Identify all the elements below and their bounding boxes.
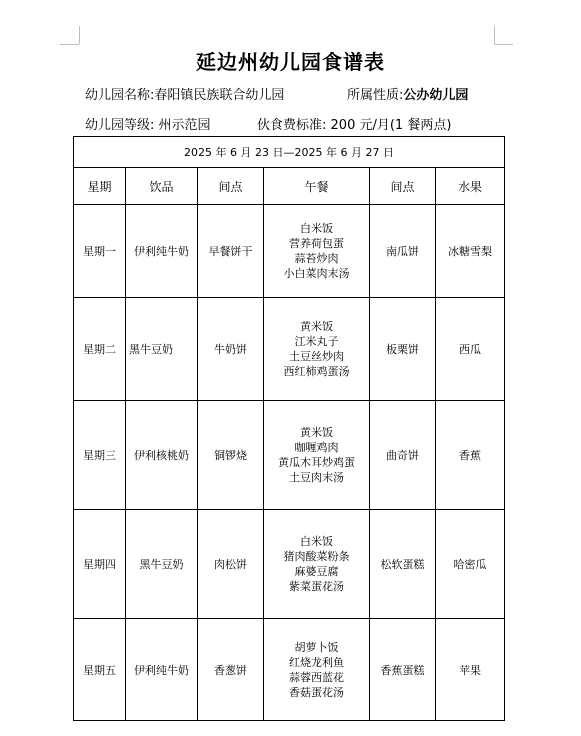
meal-fee-label: 伙食费标准:	[257, 118, 327, 133]
snack-1-cell: 铜锣烧	[198, 401, 264, 510]
lunch-item: 土豆丝炒肉	[289, 350, 344, 363]
lunch-item: 白米饭	[300, 535, 333, 548]
crop-mark-top-left	[60, 44, 79, 45]
snack-1-cell: 牛奶饼	[198, 298, 264, 401]
lunch-item: 江米丸子	[294, 335, 339, 348]
snack-1-cell: 肉松饼	[198, 510, 264, 619]
lunch-item: 红烧龙利鱼	[289, 655, 344, 669]
table-row	[74, 298, 505, 401]
weekday-cell: 星期五	[74, 619, 126, 721]
table-row	[74, 510, 505, 619]
crop-mark-top-left	[79, 26, 80, 44]
weekday-cell: 星期四	[74, 510, 126, 619]
table-row	[74, 205, 505, 298]
snack-2-cell: 香蕉蛋糕	[370, 619, 436, 721]
snack-2-cell: 板栗饼	[370, 298, 436, 401]
lunch-item: 蒜蓉西蓝花	[289, 670, 344, 684]
snack-2-cell: 南瓜饼	[370, 205, 436, 298]
lunch-item: 香菇蛋花汤	[289, 685, 344, 699]
kindergarten-nature-label: 所属性质:	[347, 88, 404, 103]
menu-table	[73, 136, 505, 721]
lunch-item: 麻婆豆腐	[294, 565, 339, 578]
kindergarten-nature-line	[347, 84, 468, 103]
meal-fee-line	[257, 114, 451, 133]
lunch-item: 猪肉酸菜粉条	[283, 550, 350, 563]
lunch-item: 紫菜蛋花汤	[289, 580, 344, 593]
drink-cell: 伊利核桃奶	[126, 401, 198, 510]
lunch-item: 黄米饭	[300, 426, 333, 439]
table-row	[74, 401, 505, 510]
kindergarten-grade-line	[85, 114, 211, 133]
drink-cell: 黑牛豆奶	[126, 510, 198, 619]
header-weekday: 星期	[74, 168, 126, 205]
drink-cell: 伊利纯牛奶	[126, 619, 198, 721]
lunch-item: 土豆肉末汤	[289, 471, 344, 484]
drink-cell: 黑牛豆奶	[126, 298, 198, 401]
fruit-cell: 冰糖雪梨	[436, 205, 505, 298]
header-row	[74, 168, 505, 205]
lunch-item: 白米饭	[300, 222, 333, 235]
meal-fee-value: 200 元/月(1 餐两点)	[330, 118, 452, 133]
lunch-cell	[264, 510, 370, 619]
date-range-row	[74, 137, 505, 168]
date-range: 2025 年 6 月 23 日—2025 年 6 月 27 日	[74, 137, 505, 168]
table-row	[74, 619, 505, 721]
weekday-cell: 星期一	[74, 205, 126, 298]
document-title: 延边州幼儿园食谱表	[196, 50, 385, 74]
kindergarten-grade-value: 州示范园	[158, 118, 211, 133]
lunch-item: 营养荷包蛋	[289, 237, 344, 250]
snack-2-cell: 松软蛋糕	[370, 510, 436, 619]
header-drink: 饮品	[126, 168, 198, 205]
lunch-item: 蒜苔炒肉	[294, 252, 339, 265]
lunch-item: 西红柿鸡蛋汤	[283, 365, 350, 378]
header-fruit: 水果	[436, 168, 505, 205]
header-snack-2: 间点	[370, 168, 436, 205]
lunch-item: 黄米饭	[300, 320, 333, 333]
lunch-item: 黄瓜木耳炒鸡蛋	[278, 456, 355, 469]
fruit-cell: 西瓜	[436, 298, 505, 401]
weekday-cell: 星期三	[74, 401, 126, 510]
lunch-item: 胡萝卜饭	[294, 640, 339, 654]
lunch-cell	[264, 401, 370, 510]
crop-mark-top-right	[494, 44, 513, 45]
kindergarten-nature-value: 公办幼儿园	[403, 88, 469, 103]
header-snack-1: 间点	[198, 168, 264, 205]
lunch-item: 咖喱鸡肉	[294, 441, 339, 454]
snack-2-cell: 曲奇饼	[370, 401, 436, 510]
kindergarten-name-line	[85, 84, 284, 103]
lunch-cell	[264, 205, 370, 298]
snack-1-cell: 早餐饼干	[198, 205, 264, 298]
snack-1-cell: 香葱饼	[198, 619, 264, 721]
kindergarten-name-label: 幼儿园名称:	[85, 88, 155, 103]
lunch-cell	[264, 619, 370, 721]
weekday-cell: 星期二	[74, 298, 126, 401]
fruit-cell: 香蕉	[436, 401, 505, 510]
kindergarten-name-value: 春阳镇民族联合幼儿园	[154, 88, 285, 103]
lunch-item: 小白菜肉末汤	[283, 267, 350, 280]
crop-mark-top-right	[494, 26, 495, 44]
header-lunch: 午餐	[264, 168, 370, 205]
lunch-cell	[264, 298, 370, 401]
drink-cell: 伊利纯牛奶	[126, 205, 198, 298]
kindergarten-grade-label: 幼儿园等级:	[85, 118, 155, 133]
fruit-cell: 苹果	[436, 619, 505, 721]
fruit-cell: 哈密瓜	[436, 510, 505, 619]
